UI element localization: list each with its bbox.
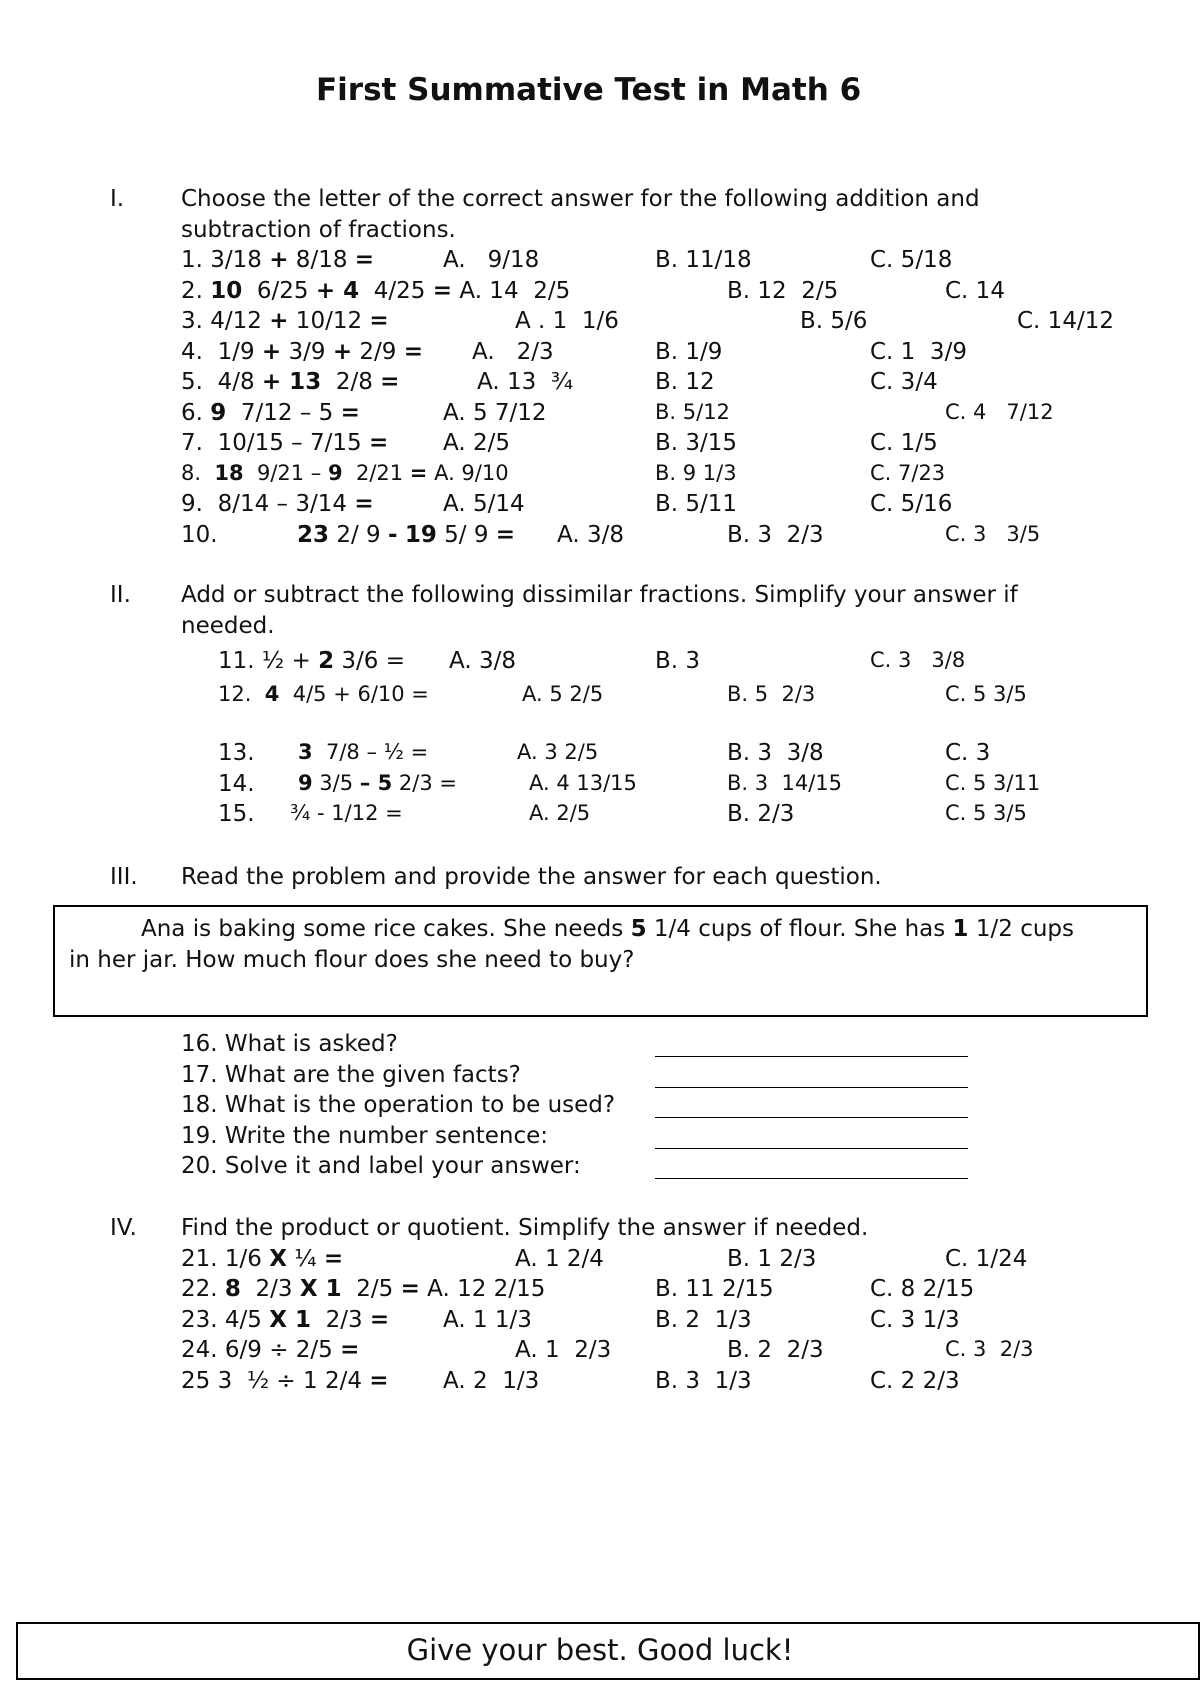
choice-a: A. 13 ¾ bbox=[477, 369, 574, 395]
text-run: 5 bbox=[630, 916, 647, 942]
text-run: = bbox=[323, 1246, 344, 1272]
text-run: = bbox=[403, 339, 424, 365]
text-run: + bbox=[269, 308, 289, 334]
choice-b: B. 5/6 bbox=[800, 308, 868, 334]
text-run: 22. bbox=[181, 1276, 225, 1302]
choice-c: C. 3 1/3 bbox=[870, 1307, 960, 1333]
section-instruction: needed. bbox=[181, 613, 275, 639]
choice-c: C. 7/23 bbox=[870, 461, 946, 485]
choice-c: C. 1/24 bbox=[945, 1246, 1028, 1272]
question-text bbox=[218, 773, 255, 796]
choice-c: C. 1/5 bbox=[870, 430, 938, 456]
text-run: 21. 1/6 bbox=[181, 1246, 270, 1272]
choice-c: C. 1 3/9 bbox=[870, 339, 967, 365]
choice-a: A. 5 2/5 bbox=[522, 682, 604, 706]
choice-b: B. 3 3/8 bbox=[727, 740, 824, 766]
text-run: 2/ 9 bbox=[329, 522, 388, 548]
page-title: First Summative Test in Math 6 bbox=[316, 72, 862, 108]
text-run: = bbox=[432, 278, 453, 304]
question-text bbox=[181, 432, 388, 455]
text-run: 18 bbox=[214, 461, 244, 485]
choice-c: C. 5 3/5 bbox=[945, 801, 1027, 825]
section-numeral: IV. bbox=[110, 1215, 137, 1241]
text-run: 1/2 cups bbox=[968, 916, 1075, 942]
choice-a: A. 2/5 bbox=[529, 801, 591, 825]
text-run: = bbox=[354, 491, 374, 517]
choice-b: B. 9 1/3 bbox=[655, 461, 737, 485]
text-run: 10/12 bbox=[288, 308, 370, 334]
text-run: 5/ 9 bbox=[436, 522, 496, 548]
section-instruction: Add or subtract the following dissimilar fractions. Simplify your answer if bbox=[181, 582, 1018, 608]
choice-b: B. 1 2/3 bbox=[727, 1246, 817, 1272]
choice-b: B. 1/9 bbox=[655, 339, 723, 365]
choice-b: B. 5/11 bbox=[655, 491, 738, 517]
text-run bbox=[398, 522, 405, 548]
choice-a: A. 2/5 bbox=[443, 430, 510, 456]
text-run: 15. bbox=[218, 801, 255, 827]
text-run: ¾ - 1/12 = bbox=[290, 801, 403, 825]
text-run: 25 3 ½ ÷ 1 2/4 bbox=[181, 1368, 370, 1394]
choice-b: B. 3 2/3 bbox=[727, 522, 824, 548]
text-run: 2. bbox=[181, 278, 211, 304]
text-run: 4/25 bbox=[359, 278, 433, 304]
text-run: 1. 3/18 bbox=[181, 247, 270, 273]
choice-c: C. 3 2/3 bbox=[945, 1337, 1034, 1361]
text-run: 5. 4/8 bbox=[181, 369, 262, 395]
text-run: 4. 1/9 bbox=[181, 339, 262, 365]
text-run: = bbox=[369, 308, 389, 334]
question-text bbox=[298, 773, 457, 794]
question-text bbox=[181, 249, 374, 272]
footer-message: Give your best. Good luck! bbox=[406, 1633, 794, 1667]
choice-c: C. 2 2/3 bbox=[870, 1368, 960, 1394]
choice-a: A. 2 1/3 bbox=[443, 1368, 540, 1394]
question-text: 18. What is the operation to be used? bbox=[181, 1092, 616, 1118]
question-text bbox=[218, 684, 429, 705]
choice-c: C. 4 7/12 bbox=[945, 400, 1054, 424]
choice-a: A. 3/8 bbox=[449, 648, 516, 674]
text-run: 2/9 bbox=[352, 339, 404, 365]
question-text bbox=[181, 310, 389, 333]
text-run: 2/5 bbox=[341, 1276, 401, 1302]
text-run: 6/25 bbox=[242, 278, 316, 304]
text-run: = bbox=[409, 461, 428, 485]
choice-a: A. 9/18 bbox=[443, 247, 540, 273]
question-text: 20. Solve it and label your answer: bbox=[181, 1153, 581, 1179]
choice-a: A. 3 2/5 bbox=[517, 740, 599, 764]
question-text bbox=[218, 650, 405, 673]
text-run: 9. 8/14 – 3/14 bbox=[181, 491, 355, 517]
question-text bbox=[290, 803, 403, 824]
text-run: 3/9 bbox=[281, 339, 333, 365]
question-text: 17. What are the given facts? bbox=[181, 1062, 521, 1088]
text-run: 10 bbox=[210, 278, 243, 304]
text-run: + bbox=[261, 339, 282, 365]
text-run: 3. 4/12 bbox=[181, 308, 270, 334]
text-run: 9 bbox=[327, 461, 343, 485]
answer-blank[interactable] bbox=[655, 1056, 968, 1057]
text-run: 10. bbox=[181, 522, 218, 548]
section-instruction: subtraction of fractions. bbox=[181, 217, 456, 243]
text-run: 4 bbox=[264, 682, 280, 706]
choice-b: B. 5/12 bbox=[655, 400, 730, 424]
text-run: ¼ bbox=[286, 1246, 324, 1272]
text-run: 6. bbox=[181, 400, 211, 426]
choice-c: C. 5 3/11 bbox=[945, 771, 1041, 795]
text-run: A. 14 2/5 bbox=[452, 278, 571, 304]
choice-a: A. 1 2/4 bbox=[515, 1246, 604, 1272]
text-run: A. 12 2/15 bbox=[419, 1276, 546, 1302]
choice-a: A. 5/14 bbox=[443, 491, 525, 517]
question-text bbox=[181, 402, 360, 425]
choice-a: A. 1 2/3 bbox=[515, 1337, 612, 1363]
answer-blank[interactable] bbox=[655, 1087, 968, 1088]
text-run: = bbox=[368, 430, 389, 456]
section-numeral: III. bbox=[110, 864, 138, 890]
choice-a: A. 3/8 bbox=[557, 522, 624, 548]
text-run: = bbox=[340, 1337, 360, 1363]
text-run: 2/8 bbox=[321, 369, 381, 395]
text-run: 8 bbox=[224, 1276, 241, 1302]
question-text bbox=[181, 1248, 343, 1271]
choice-b: B. 3/15 bbox=[655, 430, 738, 456]
text-run: 11. ½ + bbox=[218, 648, 319, 674]
text-run: 14. bbox=[218, 771, 255, 797]
text-run: 2 bbox=[318, 648, 335, 674]
text-run: 2/3 = bbox=[392, 771, 457, 795]
question-text bbox=[181, 1370, 389, 1393]
text-run: 4/5 + 6/10 = bbox=[279, 682, 429, 706]
question-text bbox=[181, 1278, 545, 1301]
section-instruction: Find the product or quotient. Simplify the answer if needed. bbox=[181, 1215, 869, 1241]
choice-b: B. 3 bbox=[655, 648, 701, 674]
text-run: = bbox=[369, 1368, 389, 1394]
choice-a: A. 2/3 bbox=[472, 339, 554, 365]
text-run: – 5 bbox=[359, 771, 393, 795]
text-run: 12. bbox=[218, 682, 265, 706]
text-run: 7. 10/15 – 7/15 bbox=[181, 430, 369, 456]
text-run: - bbox=[387, 522, 398, 548]
choice-b: B. 12 bbox=[655, 369, 715, 395]
answer-blank[interactable] bbox=[655, 1178, 968, 1179]
answer-blank[interactable] bbox=[655, 1117, 968, 1118]
question-text bbox=[218, 742, 255, 765]
text-run: 1 bbox=[952, 916, 969, 942]
section-instruction: Read the problem and provide the answer for each question. bbox=[181, 864, 882, 890]
choice-b: B. 2/3 bbox=[727, 801, 795, 827]
problem-line: in her jar. How much flour does she need to buy? bbox=[69, 947, 635, 973]
text-run: 24. 6/9 ÷ 2/5 bbox=[181, 1337, 341, 1363]
question-text bbox=[181, 280, 570, 303]
text-run: = bbox=[340, 400, 360, 426]
problem-line bbox=[141, 918, 1074, 941]
question-text bbox=[298, 742, 428, 763]
choice-b: B. 3 1/3 bbox=[655, 1368, 752, 1394]
question-text bbox=[181, 341, 423, 364]
choice-b: B. 2 1/3 bbox=[655, 1307, 752, 1333]
choice-c: C. 5/16 bbox=[870, 491, 953, 517]
text-run: = bbox=[495, 522, 516, 548]
choice-a: A . 1 1/6 bbox=[515, 308, 619, 334]
text-run: 8. bbox=[181, 461, 215, 485]
choice-c: C. 5 3/5 bbox=[945, 682, 1027, 706]
text-run: A. 9/10 bbox=[427, 461, 509, 485]
text-run: 23 bbox=[297, 522, 330, 548]
question-text: 16. What is asked? bbox=[181, 1031, 398, 1057]
text-run: 2/3 bbox=[310, 1307, 370, 1333]
choice-b: B. 5 2/3 bbox=[727, 682, 816, 706]
text-run: + bbox=[332, 339, 353, 365]
text-run: 23. 4/5 bbox=[181, 1307, 270, 1333]
text-run: = bbox=[380, 369, 400, 395]
text-run: 9 bbox=[210, 400, 227, 426]
text-run: + 4 bbox=[315, 278, 360, 304]
question-text bbox=[218, 803, 255, 826]
text-run: X bbox=[269, 1246, 287, 1272]
choice-c: C. 14 bbox=[945, 278, 1005, 304]
text-run: 13. bbox=[218, 740, 255, 766]
choice-c: C. 3/4 bbox=[870, 369, 938, 395]
text-run: = bbox=[354, 247, 375, 273]
text-run: 3 bbox=[298, 740, 313, 764]
choice-c: C. 3 3/5 bbox=[945, 522, 1041, 546]
text-run: 19 bbox=[404, 522, 437, 548]
text-run: 3/6 = bbox=[334, 648, 406, 674]
text-run: = bbox=[369, 1307, 390, 1333]
choice-c: C. 3 3/8 bbox=[870, 648, 966, 672]
choice-b: B. 12 2/5 bbox=[727, 278, 839, 304]
text-run: 2/21 bbox=[342, 461, 410, 485]
section-instruction: Choose the letter of the correct answer for the following addition and bbox=[181, 186, 980, 212]
question-text bbox=[297, 524, 515, 547]
text-run: 1/4 cups of flour. She has bbox=[646, 916, 953, 942]
choice-c: C. 14/12 bbox=[1017, 308, 1114, 334]
text-run: 7/8 – ½ = bbox=[312, 740, 429, 764]
choice-a: A. 1 1/3 bbox=[443, 1307, 532, 1333]
text-run: 7/12 – 5 bbox=[226, 400, 341, 426]
question-text bbox=[181, 1309, 389, 1332]
choice-a: A. 5 7/12 bbox=[443, 400, 547, 426]
choice-b: B. 2 2/3 bbox=[727, 1337, 824, 1363]
text-run: Ana is baking some rice cakes. She needs bbox=[141, 916, 631, 942]
text-run: 2/3 bbox=[240, 1276, 300, 1302]
question-text: 19. Write the number sentence: bbox=[181, 1123, 549, 1149]
answer-blank[interactable] bbox=[655, 1148, 968, 1149]
section-numeral: II. bbox=[110, 582, 131, 608]
text-run: 3/5 bbox=[312, 771, 360, 795]
text-run: + bbox=[269, 247, 289, 273]
question-text bbox=[181, 371, 399, 394]
text-run: X 1 bbox=[299, 1276, 342, 1302]
text-run: 8/18 bbox=[288, 247, 355, 273]
question-text bbox=[181, 524, 218, 547]
text-run: 9/21 – bbox=[243, 461, 328, 485]
question-text bbox=[181, 463, 509, 484]
text-run: X 1 bbox=[269, 1307, 311, 1333]
choice-b: B. 11/18 bbox=[655, 247, 752, 273]
text-run: + 13 bbox=[261, 369, 322, 395]
text-run: = bbox=[400, 1276, 420, 1302]
question-text bbox=[181, 493, 374, 516]
choice-c: C. 3 bbox=[945, 740, 991, 766]
section-numeral: I. bbox=[110, 186, 125, 212]
choice-c: C. 5/18 bbox=[870, 247, 953, 273]
choice-c: C. 8 2/15 bbox=[870, 1276, 975, 1302]
choice-a: A. 4 13/15 bbox=[529, 771, 637, 795]
text-run: 9 bbox=[298, 771, 313, 795]
question-text bbox=[181, 1339, 359, 1362]
choice-b: B. 11 2/15 bbox=[655, 1276, 774, 1302]
choice-b: B. 3 14/15 bbox=[727, 771, 842, 795]
